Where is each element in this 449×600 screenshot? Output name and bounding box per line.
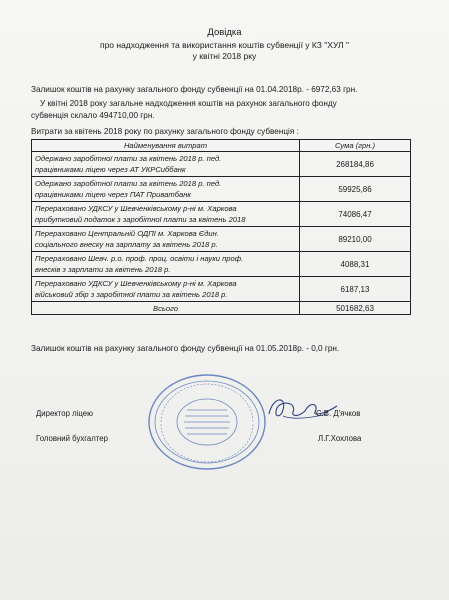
accountant-role: Головний бухгалтер: [36, 434, 108, 443]
document-title: Довідка: [207, 27, 242, 38]
table-row: [32, 202, 411, 227]
table-total-row: [32, 302, 411, 315]
row-description: [32, 152, 300, 177]
row-description: [32, 252, 300, 277]
official-stamp-icon: [147, 372, 267, 472]
row-description-line2: соціального внеску на зарплату за квітень 2018 р.: [35, 240, 218, 249]
row-description-line1: Перераховано УДКСУ у Шевченківському р-ні м. Харкова: [35, 279, 237, 288]
balance-start-text: Залишок коштів на рахунку загального фонду субвенції на 01.04.2018р. - 6972,63 грн.: [31, 85, 358, 94]
row-description-line2: працівниками ліцею через АТ УКРСиббанк: [35, 165, 186, 174]
balance-end-text: Залишок коштів на рахунку загального фонду субвенції на 01.05.2018р. - 0,0 грн.: [31, 344, 340, 353]
accountant-name: Л.Г.Хохлова: [318, 434, 362, 443]
row-description: [32, 277, 300, 302]
row-amount: 268184,86: [300, 152, 411, 177]
income-text-line2: субвенція склало 494710,00 грн.: [31, 111, 155, 120]
row-amount: 89210,00: [300, 227, 411, 252]
table-row: [32, 227, 411, 252]
total-amount: 501682,63: [300, 302, 411, 315]
expenses-intro-text: Витрати за квітень 2018 року по рахунку загального фонду субвенція :: [31, 127, 299, 136]
row-description-line1: Перераховано Шевч. р.о. проф. проц. освіти і науки проф.: [35, 254, 244, 263]
total-label: Всього: [32, 302, 300, 315]
row-description-line1: Одержано заробітної плати за квітень 2018 р. пед.: [35, 154, 222, 163]
document-subtitle-line2: у квітні 2018 рку: [192, 51, 257, 61]
row-description: [32, 202, 300, 227]
row-description: [32, 227, 300, 252]
row-description-line1: Перераховано Центральній ОДПІ м. Харкова Єдин.: [35, 229, 219, 238]
row-description-line2: військовий збір з заробітної плати за квітень 2018 р.: [35, 290, 228, 299]
table-row: [32, 277, 411, 302]
row-amount: 6187,13: [300, 277, 411, 302]
row-description-line2: прибутковий податок з заробітної плати за квітень 2018: [35, 215, 246, 224]
row-description-line2: внесків з зарплати за квітень 2018 р.: [35, 265, 171, 274]
row-description-line1: Перераховано УДКСУ у Шевченківському р-ні м. Харкова: [35, 204, 237, 213]
table-row: [32, 177, 411, 202]
row-description: [32, 177, 300, 202]
income-text-line1: У квітні 2018 року загальне надходження коштів на рахунок загального фонду: [40, 99, 337, 108]
director-name: С.В. Д'ячков: [316, 409, 361, 418]
header-sum: Сума (грн.): [300, 140, 411, 152]
row-description-line2: працівниками ліцею через ПАТ Приватбанк: [35, 190, 191, 199]
table-header-row: [32, 140, 411, 152]
document-subtitle-line1: про надходження та використання коштів субвенції у КЗ "ХУЛ ": [99, 40, 350, 50]
table-row: [32, 252, 411, 277]
header-name: Найменування витрат: [32, 140, 300, 152]
row-amount: 74086,47: [300, 202, 411, 227]
row-description-line1: Одержано заробітної плати за квітень 2018 р. пед.: [35, 179, 222, 188]
row-amount: 59925,86: [300, 177, 411, 202]
row-amount: 4088,31: [300, 252, 411, 277]
expenses-table: [31, 139, 411, 315]
table-row: [32, 152, 411, 177]
director-role: Директор ліцею: [36, 409, 93, 418]
